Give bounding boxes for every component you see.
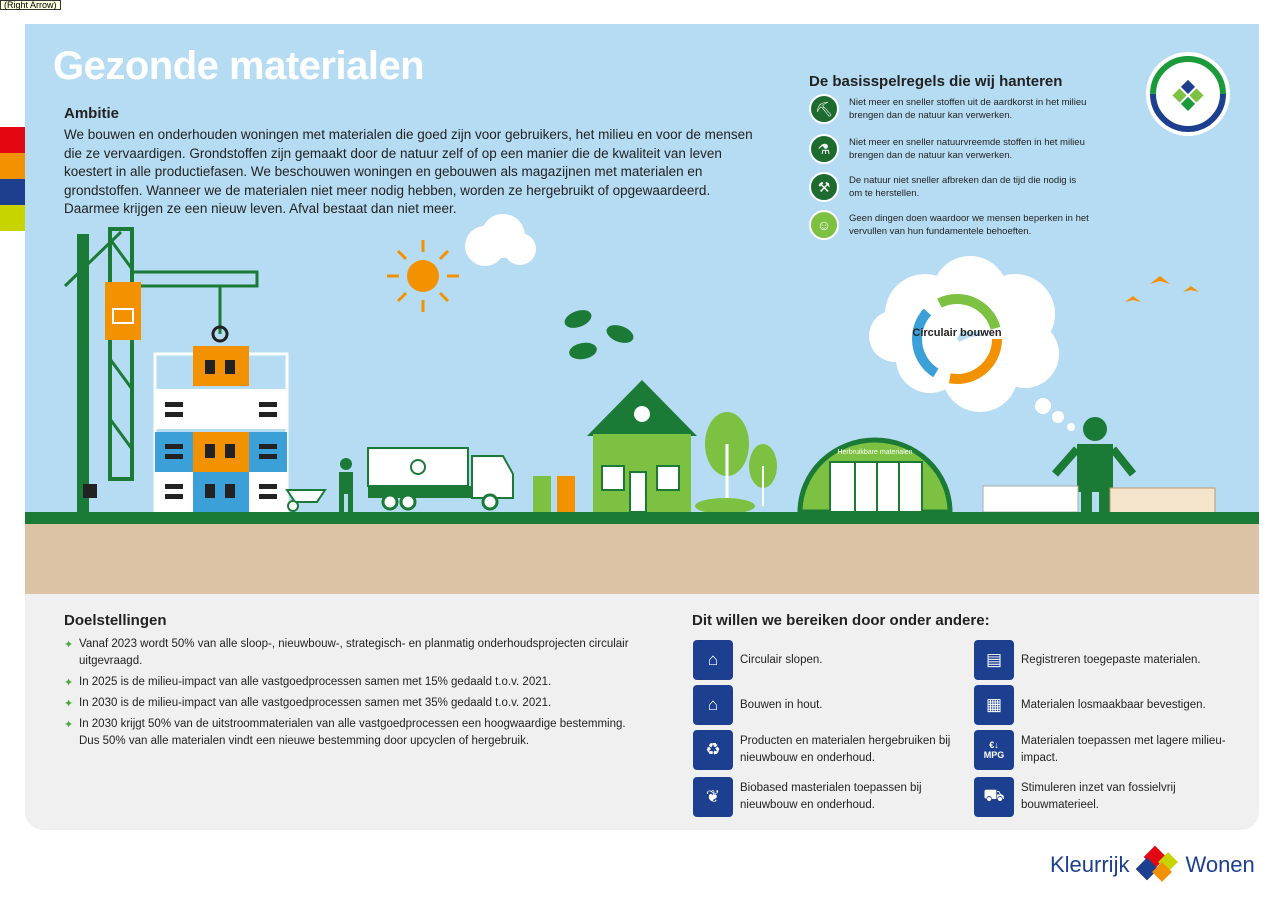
bottom-section bbox=[25, 594, 1259, 830]
logo-text-right: Wonen bbox=[1185, 852, 1255, 877]
illustration bbox=[25, 24, 1259, 594]
cycle-center-label: Circulair bouwen bbox=[912, 327, 1002, 339]
ambitie-text: We bouwen en onderhouden woningen met materialen die goed zijn voor gebruikers, het milieu en voor de mensen die ze vervaardigen. Grondstoffen zijn gemaakt door de natuur zelf of op een manier die de kwaliteit van leven koestert in alle productiefasen. We beschouwen woningen en gebouwen als magazijnen met materialen en grondstoffen. Wanneer we de materialen niet meer nodig hebben, worden ze hergebruikt of opgewaardeerd. Daarmee krijgen ze een nieuw leven. Afval bestaat dan niet meer. bbox=[64, 127, 753, 216]
cloud bbox=[465, 214, 536, 266]
list-item: ✦ In 2025 is de milieu-impact van alle vastgoedprocessen samen met 15% gedaald t.o.v. 2021. bbox=[64, 674, 644, 691]
action-item: ⌂ Circulair slopen. bbox=[693, 640, 970, 680]
list-item: ✦ Vanaf 2023 wordt 50% van alle sloop-, nieuwbouw-, strategisch- en planmatig onderhoudsprojecten circulair uitgevraagd. bbox=[64, 638, 629, 667]
mpg-icon: €↓ MPG bbox=[974, 730, 1014, 770]
doelstellingen-list bbox=[64, 636, 644, 754]
action-item: ⌂ Bouwen in hout. bbox=[693, 685, 970, 725]
kleurrijk-wonen-logo bbox=[1050, 845, 1255, 885]
birds bbox=[1125, 276, 1199, 302]
logo-text-left: Kleurrijk bbox=[1050, 852, 1130, 877]
tooltip: (Right Arrow) bbox=[0, 0, 61, 10]
sun bbox=[387, 240, 459, 312]
detachable-icon: ▦ bbox=[974, 685, 1014, 725]
action-item: ❦ Biobased masterialen toepassen bij nieuwbouw en onderhoud. bbox=[693, 777, 970, 817]
grass-strip bbox=[25, 512, 1259, 524]
bullet-icon: ✦ bbox=[64, 677, 74, 689]
bullet-icon: ✦ bbox=[64, 639, 74, 651]
hall-label: Herbruikbare materialen bbox=[837, 449, 913, 456]
ambitie-heading: Ambitie bbox=[64, 105, 120, 122]
duurzaam-badge bbox=[1146, 52, 1230, 136]
rule-item: ⚒ De natuur niet sneller afbreken dan de tijd die nodig is om te herstellen. bbox=[809, 172, 1089, 202]
page-title: Gezonde materialen bbox=[53, 44, 425, 88]
hero-panel bbox=[25, 24, 1259, 594]
demolition-icon: ⌂ bbox=[693, 640, 733, 680]
soil bbox=[25, 524, 1259, 594]
logo-mark-icon bbox=[1133, 845, 1181, 885]
building bbox=[155, 346, 287, 512]
bereiken-heading: Dit willen we bereiken door onder andere: bbox=[692, 612, 990, 629]
rule-item: ☺ Geen dingen doen waardoor we mensen beperken in het vervullen van hun fundamentele behoeften. bbox=[809, 210, 1089, 240]
doelstellingen-heading: Doelstellingen bbox=[64, 612, 167, 629]
trees bbox=[695, 412, 777, 514]
color-stripes bbox=[0, 127, 25, 231]
leaves bbox=[562, 307, 636, 362]
mining-icon: ⛏ bbox=[809, 94, 839, 124]
wood-house-icon: ⌂ bbox=[693, 685, 733, 725]
fossil-free-truck-icon: ⛟ bbox=[974, 777, 1014, 817]
action-item: €↓ MPG Materialen toepassen met lagere milieu-impact. bbox=[974, 730, 1251, 770]
register-icon: ▤ bbox=[974, 640, 1014, 680]
recycle-bin-orange bbox=[557, 476, 575, 512]
recycle-bin-green bbox=[533, 476, 551, 512]
truck bbox=[368, 448, 513, 509]
reuse-building-icon: ♻ bbox=[693, 730, 733, 770]
list-item: ✦ In 2030 krijgt 50% van de uitstroommaterialen van alle vastgoedprocessen een hoogwaardige bestemming. Dus 50% van alle materialen vindt een nieuwe bestemming door upcyclen of hergebruik. bbox=[64, 718, 626, 747]
list-item: ✦ In 2030 is de milieu-impact van alle vastgoedprocessen samen met 35% gedaald t.o.v. 2021. bbox=[64, 695, 644, 712]
rule-item: ⚗ Niet meer en sneller natuurvreemde stoffen in het milieu brengen dan de natuur kan verwerken. bbox=[809, 134, 1089, 164]
rules-heading: De basisspelregels die wij hanteren bbox=[809, 73, 1063, 90]
chemistry-icon: ⚗ bbox=[809, 134, 839, 164]
action-item: ▤ Registreren toegepaste materialen. bbox=[974, 640, 1251, 680]
cycle-cloud bbox=[869, 256, 1075, 431]
bullet-icon: ✦ bbox=[64, 698, 74, 710]
excavator-icon: ⚒ bbox=[809, 172, 839, 202]
biobased-icon: ❦ bbox=[693, 777, 733, 817]
rule-item: ⛏ Niet meer en sneller stoffen uit de aardkorst in het milieu brengen dan de natuur kan verwerken. bbox=[809, 94, 1089, 124]
action-item: ▦ Materialen losmaakbaar bevestigen. bbox=[974, 685, 1251, 725]
worker-wheelbarrow bbox=[287, 458, 353, 512]
people-icon: ☺ bbox=[809, 210, 839, 240]
bullet-icon: ✦ bbox=[64, 719, 74, 731]
action-item: ♻ Producten en materialen hergebruiken bij nieuwbouw en onderhoud. bbox=[693, 730, 970, 770]
house bbox=[587, 380, 697, 512]
action-item: ⛟ Stimuleren inzet van fossielvrij bouwmaterieel. bbox=[974, 777, 1251, 817]
